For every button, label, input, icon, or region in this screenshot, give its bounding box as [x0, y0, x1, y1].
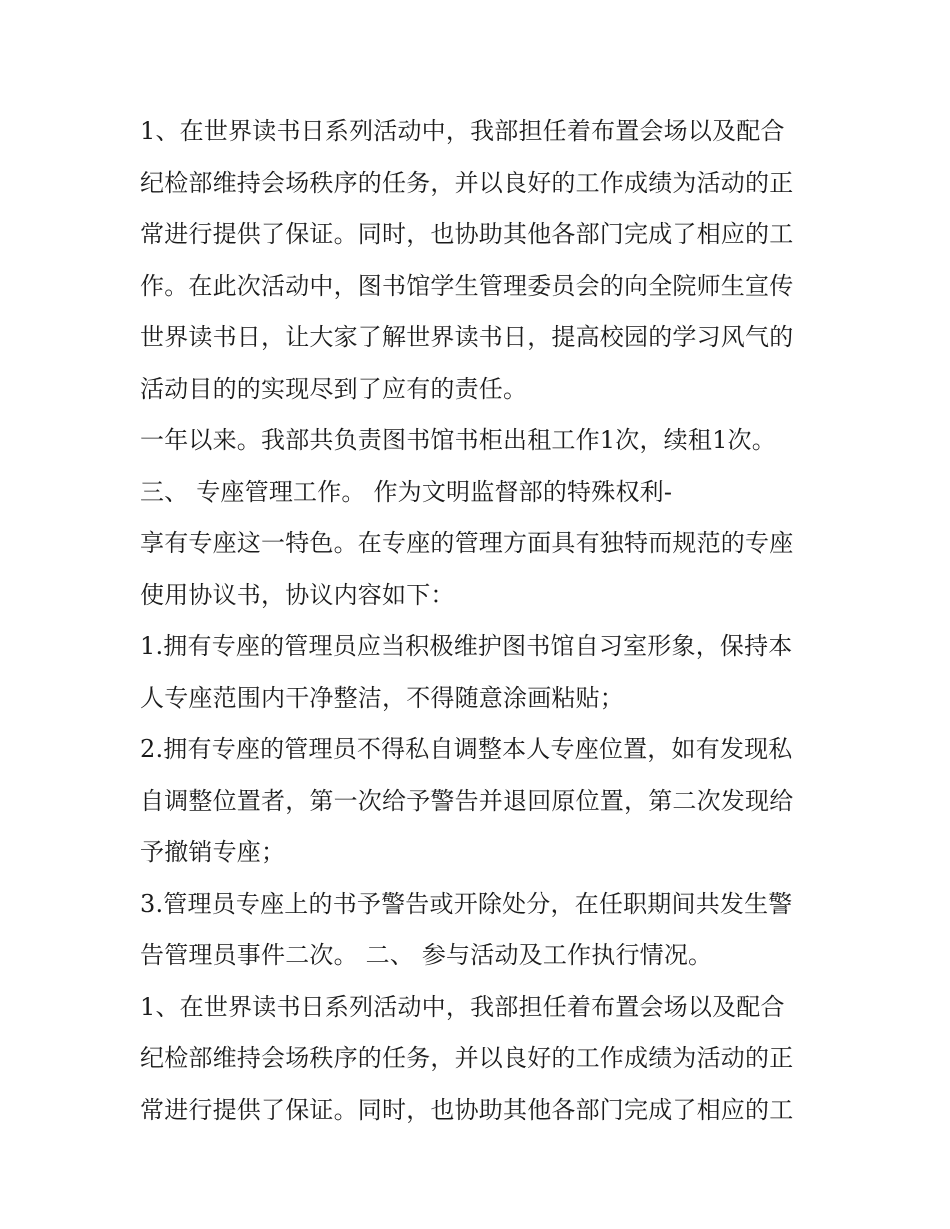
text-line: 世界读书日，让大家了解世界读书日，提高校园的学习风气的 [140, 323, 794, 351]
text-line: 予撤销专座； [140, 838, 286, 866]
text-line: 一年以来。我部共负责图书馆书柜出租工作1次，续租1次。 [140, 426, 776, 454]
text-line: 2.拥有专座的管理员不得私自调整本人专座位置，如有发现私 [140, 735, 793, 763]
text-line: 常进行提供了保证。同时，也协助其他各部门完成了相应的工 [140, 1095, 794, 1124]
text-line: 告管理员事件二次。 二、 参与活动及工作执行情况。 [140, 941, 713, 969]
text-line: 享有专座这一特色。在专座的管理方面具有独特而规范的专座 [140, 529, 794, 557]
text-line: 活动目的的实现尽到了应有的责任。 [140, 374, 528, 403]
text-line: 3.管理员专座上的书予警告或开除处分，在任职期间共发生警 [140, 889, 793, 918]
text-line: 自调整位置者，第一次给予警告并退回原位置，第二次发现给 [140, 786, 794, 815]
text-line: 纪检部维持会场秩序的任务，并以良好的工作成绩为活动的正 [140, 168, 794, 197]
text-line: 人专座范围内干净整洁，不得随意涂画粘贴； [140, 683, 624, 712]
text-line: 三、 专座管理工作。 作为文明监督部的特殊权利- [140, 477, 673, 506]
text-line: 作。在此次活动中，图书馆学生管理委员会的向全院师生宣传 [140, 271, 794, 300]
text-line: 1、在世界读书日系列活动中，我部担任着布置会场以及配合 [140, 992, 785, 1021]
text-line: 1.拥有专座的管理员应当积极维护图书馆自习室形象，保持本 [140, 632, 793, 660]
text-line: 常进行提供了保证。同时，也协助其他各部门完成了相应的工 [140, 220, 794, 248]
text-line: 1、在世界读书日系列活动中，我部担任着布置会场以及配合 [140, 117, 785, 145]
text-line: 纪检部维持会场秩序的任务，并以良好的工作成绩为活动的正 [140, 1044, 794, 1072]
text-line: 使用协议书，协议内容如下： [140, 580, 455, 609]
document-body [140, 106, 820, 1136]
